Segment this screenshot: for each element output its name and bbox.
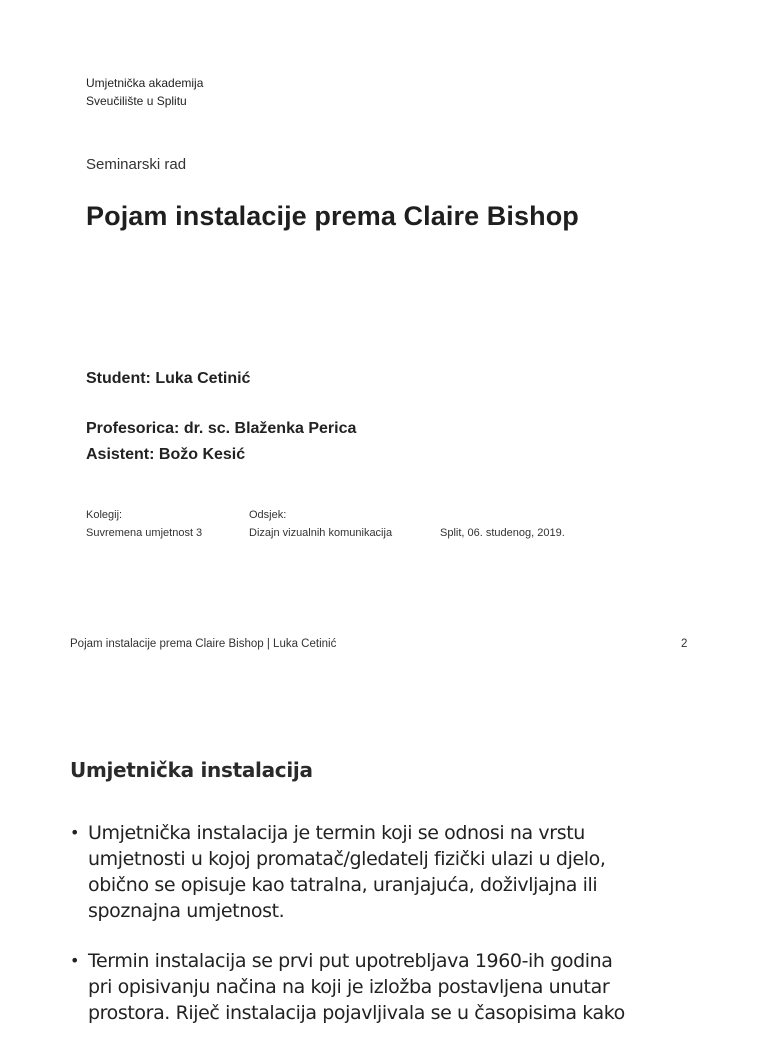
university-name: Sveučilište u Splitu xyxy=(86,94,187,108)
course-value: Suvremena umjetnost 3 xyxy=(86,527,203,539)
department-value: Dizajn vizualnih komunikacija xyxy=(249,527,393,539)
document-title: Pojam instalacije prema Claire Bishop xyxy=(86,201,579,231)
bullet-text: Umjetnička instalacija je termin koji se odnosi na vrstu umjetnosti u kojoj promatač/gledatelj fizički ulazi u djelo, obično se opisuje kao tatralna, uranjajuća, doživljajna ili spoznajna umjetnost. xyxy=(88,822,606,922)
bullet-icon: • xyxy=(70,823,80,842)
list-item xyxy=(70,820,640,924)
document-type: Seminarski rad xyxy=(86,156,187,173)
list-item xyxy=(70,948,640,1026)
department-label: Odsjek: xyxy=(249,509,287,521)
course-label: Kolegij: xyxy=(86,509,123,521)
institution-block xyxy=(86,74,203,110)
institution-name: Umjetnička akademija xyxy=(86,76,204,90)
staff-block xyxy=(86,416,356,468)
section-heading: Umjetnička instalacija xyxy=(70,758,313,782)
student-name: Student: Luka Cetinić xyxy=(86,370,251,387)
place-date: Split, 06. studenog, 2019. xyxy=(440,527,565,539)
assistant-name: Asistent: Božo Kesić xyxy=(86,446,246,463)
bullet-icon: • xyxy=(70,951,80,970)
bullet-text: Termin instalacija se prvi put upotrebljava 1960-ih godina pri opisivanju načina na koji je izložba postavljena unutar prostora. Riječ instalacija pojavljivala se u časopisima kako xyxy=(88,950,625,1024)
professor-name: Profesorica: dr. sc. Blaženka Perica xyxy=(86,420,357,437)
running-header: Pojam instalacije prema Claire Bishop | Luka Cetinić xyxy=(70,638,337,650)
bullet-list xyxy=(70,820,640,1050)
page-number: 2 xyxy=(681,638,688,650)
